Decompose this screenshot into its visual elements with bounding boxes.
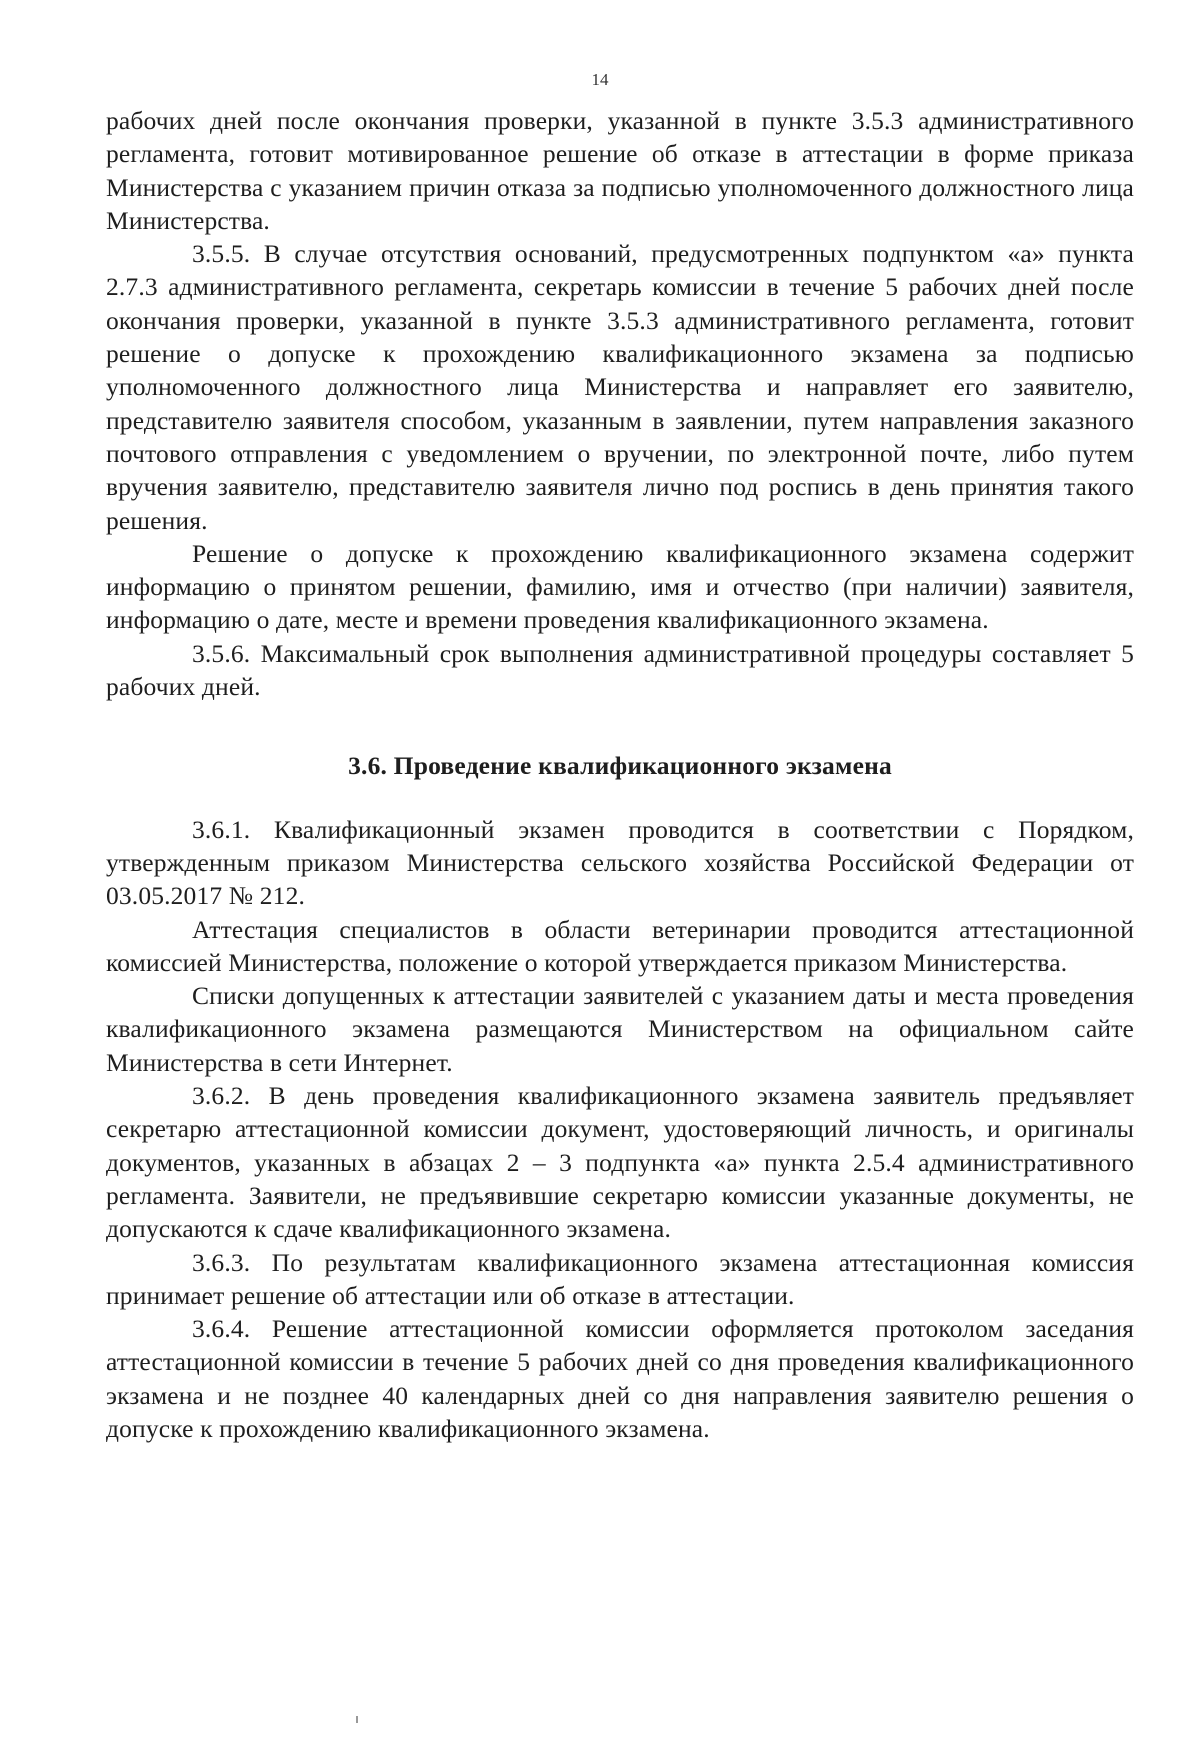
document-body	[106, 104, 1134, 1445]
section-heading: 3.6. Проведение квалификационного экзамена	[348, 751, 892, 781]
paragraph-admitted-lists: Списки допущенных к аттестации заявителей с указанием даты и места проведения квалификационного экзамена размещаются Министерством на официальном сайте Министерства в сети Интернет.	[106, 981, 1134, 1077]
paragraph-3-6-1: 3.6.1. Квалификационный экзамен проводится в соответствии с Порядком, утвержденным приказом Министерства сельского хозяйства Российской Федерации от 03.05.2017 № 212.	[106, 814, 1134, 911]
paragraph-continuation: рабочих дней после окончания проверки, указанной в пункте 3.5.3 административного регламента, готовит мотивированное решение об отказе в аттестации в форме приказа Министерства с указанием причин отказа за подписью уполномоченного должностного лица Министерства.	[106, 106, 1134, 235]
paragraph-3-6-2: 3.6.2. В день проведения квалификационного экзамена заявитель предъявляет секретарю аттестационной комиссии документ, удостоверяющий личность, и оригиналы документов, указанных в абзацах 2 – 3 подпункта «а» пункта 2.5.4 административного регламента. Заявители, не предъявившие секретарю комиссии указанные документы, не допускаются к сдаче квалификационного экзамена.	[106, 1081, 1134, 1244]
paragraph-3-6-4: 3.6.4. Решение аттестационной комиссии оформляется протоколом заседания аттестационной комиссии в течение 5 рабочих дней со дня проведения квалификационного экзамена и не позднее 40 календарных дней со дня направления заявителю решения о допуске к прохождению квалификационного экзамена.	[106, 1314, 1134, 1443]
paragraph-3-5-5: 3.5.5. В случае отсутствия оснований, предусмотренных подпунктом «а» пункта 2.7.3 административного регламента, секретарь комиссии в течение 5 рабочих дней после окончания проверки, указанной в пункте 3.5.3 административного регламента, готовит решение о допуске к прохождению квалификационного экзамена за подписью уполномоченного должностного лица Министерства и направляет его заявителю, представителю заявителя способом, указанным в заявлении, путем направления заказного почтового отправления с уведомлением о вручении, по электронной почте, либо путем вручения заявителю, представителю заявителя лично под роспись в день принятия такого решения.	[106, 239, 1134, 535]
paragraph-3-5-6: 3.5.6. Максимальный срок выполнения административной процедуры составляет 5 рабочих дней.	[106, 638, 1134, 702]
paragraph-attestation-commission: Аттестация специалистов в области ветеринарии проводится аттестационной комиссией Министерства, положение о которой утверждается приказом Министерства.	[106, 914, 1134, 977]
paragraph-admission-decision: Решение о допуске к прохождению квалификационного экзамена содержит информацию о принятом решении, фамилию, имя и отчество (при наличии) заявителя, информацию о дате, месте и времени проведения квалификационного экзамена.	[106, 538, 1134, 635]
paragraph-3-6-3: 3.6.3. По результатам квалификационного экзамена аттестационная комиссия принимает решение об аттестации или об отказе в аттестации.	[106, 1247, 1134, 1310]
scan-mark	[356, 1716, 358, 1723]
page-number: 14	[591, 70, 609, 89]
